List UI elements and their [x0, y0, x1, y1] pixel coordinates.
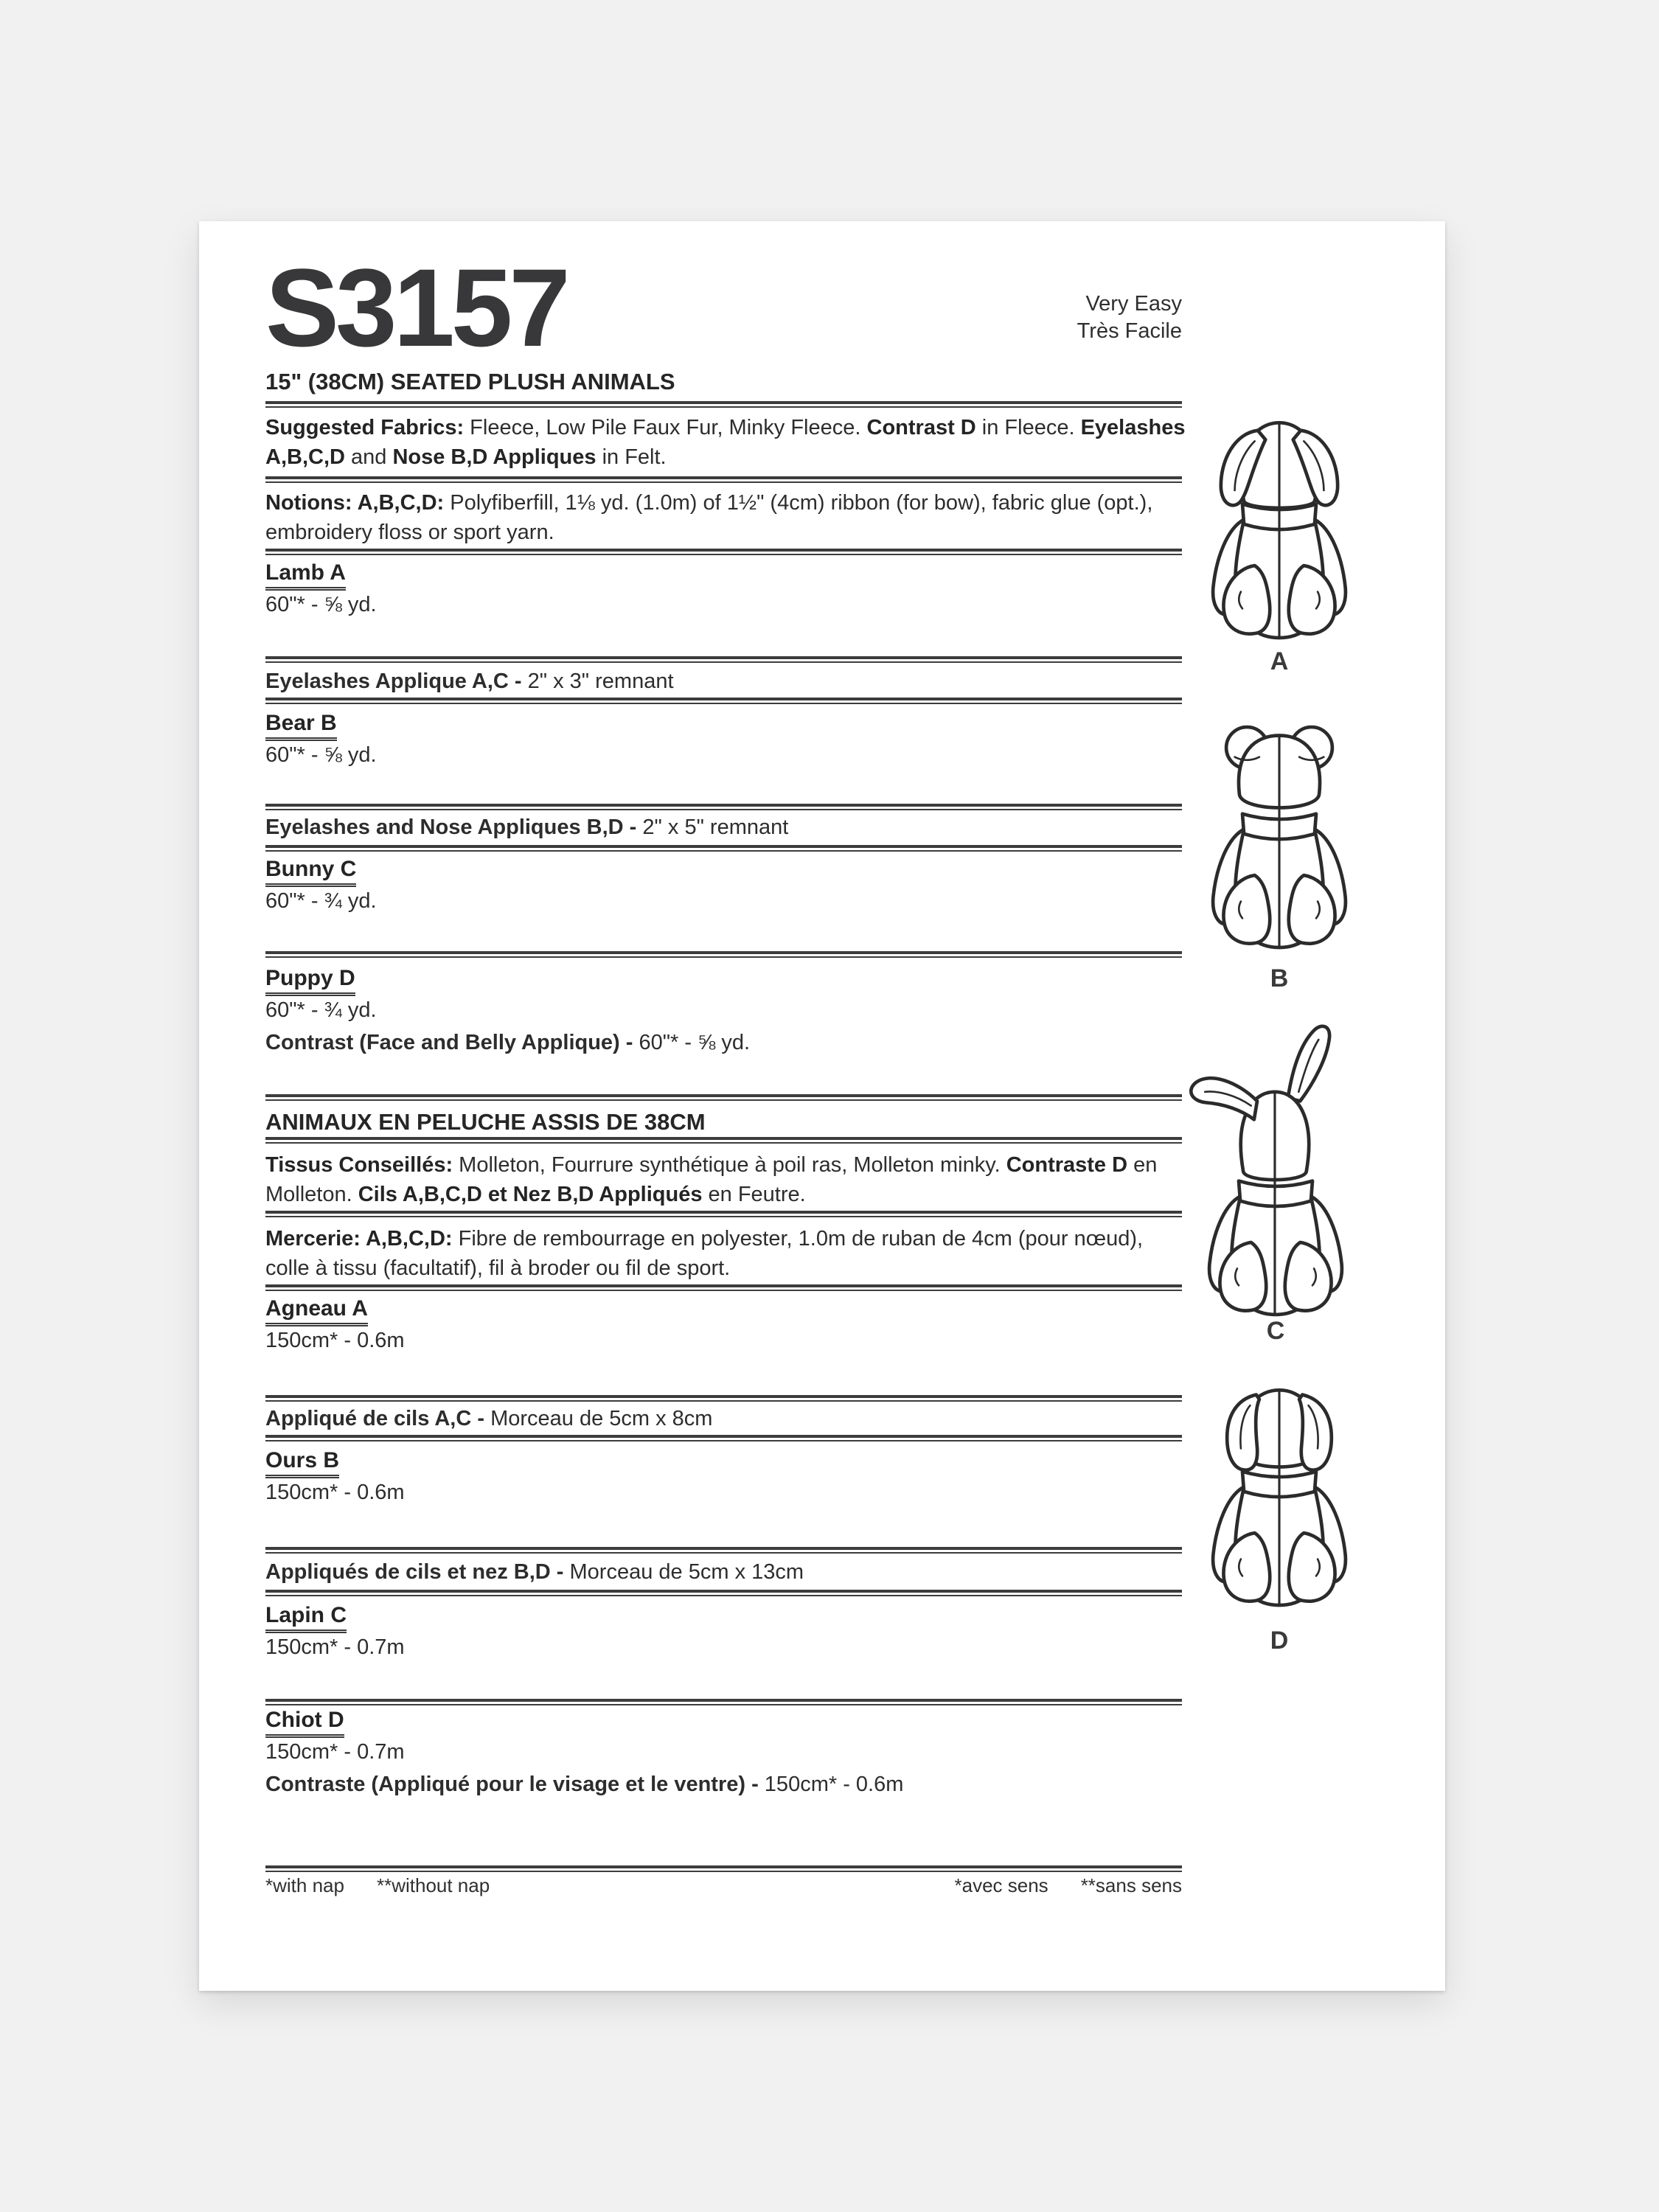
item-value: 2" x 3" remnant [521, 669, 674, 693]
divider-rule [265, 1590, 1182, 1596]
bear-heading: Bear B [265, 711, 1182, 741]
text-run: and [344, 445, 393, 469]
text-run-bold: A,B,C,D [265, 445, 345, 469]
pattern-number: S3157 [265, 246, 567, 369]
divider-rule [265, 476, 1182, 483]
lamb-yardage: 60"* - ⅝ yd. [265, 593, 377, 616]
agneau-yardage: 150cm* - 0.6m [265, 1329, 405, 1352]
footnote-without-nap: **without nap [376, 1874, 490, 1896]
divider-rule [265, 1211, 1182, 1217]
text-run: Fibre de rembourrage en polyester, 1.0m de ruban de 4cm (pour nœud), [452, 1227, 1144, 1251]
chiot-contrast-line [265, 1773, 1182, 1797]
puppy-illustration [1187, 1366, 1371, 1619]
text-run: Molleton, Fourrure synthétique à poil ras, Molleton minky. [453, 1153, 1006, 1177]
footnote-sans-sens: **sans sens [1080, 1874, 1182, 1896]
lamb-back-view-drawing [1187, 398, 1371, 652]
pattern-envelope-back-page [199, 221, 1445, 1991]
notions-label: Notions: A,B,C,D: [265, 491, 445, 515]
divider-rule [265, 1094, 1182, 1101]
text-run-bold: Contrast D [866, 416, 976, 439]
divider-rule [265, 656, 1182, 663]
applique-cils-ac-line [265, 1407, 1182, 1431]
divider-rule [265, 1699, 1182, 1705]
item-label: Eyelashes and Nose Appliques B,D - [265, 815, 637, 839]
applique-cils-nez-bd-line [265, 1560, 1182, 1585]
bear-yardage: 60"* - ⅝ yd. [265, 743, 377, 767]
bunny-heading: Bunny C [265, 857, 1182, 887]
puppy-contrast-line [265, 1031, 1182, 1055]
item-label: Contraste (Appliqué pour le visage et le ventre) - [265, 1773, 759, 1796]
chiot-heading: Chiot D [265, 1708, 1182, 1738]
bear-illustration [1187, 708, 1371, 961]
item-value: 60"* - ⅝ yd. [633, 1031, 751, 1054]
text-run-bold: Nose B,D Appliques [392, 445, 597, 469]
chiot-yardage: 150cm* - 0.7m [265, 1740, 405, 1764]
view-b-label: B [1270, 964, 1289, 992]
ours-heading: Ours B [265, 1448, 1182, 1478]
lapin-heading: Lapin C [265, 1603, 1182, 1633]
difficulty-block [265, 291, 1182, 345]
divider-rule [265, 845, 1182, 852]
puppy-back-view-drawing [1187, 1366, 1371, 1619]
divider-rule [265, 1137, 1182, 1144]
puppy-heading: Puppy D [265, 966, 1182, 996]
text-run: in Felt. [596, 445, 667, 469]
divider-rule [265, 698, 1182, 704]
mercerie-label: Mercerie: A,B,C,D: [265, 1227, 453, 1251]
footnotes-english [265, 1874, 490, 1897]
item-value: 150cm* - 0.6m [758, 1773, 904, 1796]
text-run: colle à tissu (facultatif), fil à broder ou fil de sport. [265, 1256, 731, 1280]
view-a-label: A [1270, 647, 1289, 675]
view-d-label: D [1270, 1627, 1289, 1655]
text-run: Polyfiberfill, 1⅛ yd. (1.0m) of 1½" (4cm) ribbon (for bow), fabric glue (opt.), [444, 491, 1153, 515]
bear-back-view-drawing [1187, 708, 1371, 961]
divider-rule [265, 1547, 1182, 1554]
agneau-heading: Agneau A [265, 1296, 1182, 1326]
divider-rule [265, 1284, 1182, 1291]
text-run-bold: Contraste D [1006, 1153, 1128, 1177]
text-run: Fleece, Low Pile Faux Fur, Minky Fleece. [464, 416, 867, 439]
divider-rule [265, 401, 1182, 408]
ear-left [1227, 1395, 1259, 1470]
puppy-yardage: 60"* - ¾ yd. [265, 998, 377, 1022]
ear-left [1191, 1078, 1257, 1119]
ear-right [1299, 1395, 1332, 1470]
suggested-fabrics-paragraph [265, 413, 1186, 472]
text-run: Molleton. [265, 1183, 358, 1206]
mercerie-paragraph [265, 1224, 1182, 1283]
bunny-back-view-drawing [1183, 1021, 1368, 1329]
footnotes-french [955, 1874, 1183, 1897]
text-run-bold: Cils A,B,C,D et Nez B,D Appliqués [358, 1183, 703, 1206]
text-run: embroidery floss or sport yarn. [265, 521, 554, 544]
bunny-illustration [1183, 1021, 1368, 1329]
footnotes-row [265, 1874, 1182, 1897]
eyelashes-applique-ac-line [265, 669, 1182, 694]
french-section-title: ANIMAUX EN PELUCHE ASSIS DE 38CM [265, 1109, 706, 1135]
divider-rule [265, 804, 1182, 810]
difficulty-english: Very Easy [1085, 292, 1182, 316]
tissus-label: Tissus Conseillés: [265, 1153, 453, 1177]
notions-paragraph [265, 488, 1182, 547]
view-c-label: C [1266, 1317, 1285, 1345]
text-run-bold: Eyelashes [1080, 416, 1186, 439]
ear-right [1288, 1026, 1329, 1102]
difficulty-french: Très Facile [1077, 319, 1182, 343]
footnote-avec-sens: *avec sens [954, 1874, 1048, 1896]
footnote-with-nap: *with nap [265, 1874, 344, 1896]
divider-rule [265, 951, 1182, 958]
item-value: Morceau de 5cm x 13cm [563, 1560, 804, 1584]
divider-rule [265, 1395, 1182, 1402]
divider-rule [265, 549, 1182, 555]
suggested-fabrics-label: Suggested Fabrics: [265, 416, 465, 439]
english-section-title: 15" (38CM) SEATED PLUSH ANIMALS [265, 369, 675, 394]
bunny-yardage: 60"* - ¾ yd. [265, 889, 377, 913]
lamb-heading: Lamb A [265, 560, 1182, 591]
text-run: en Feutre. [702, 1183, 806, 1206]
item-label: Appliqués de cils et nez B,D - [265, 1560, 564, 1584]
item-label: Appliqué de cils A,C - [265, 1407, 485, 1430]
item-value: Morceau de 5cm x 8cm [484, 1407, 713, 1430]
ours-yardage: 150cm* - 0.6m [265, 1481, 405, 1504]
item-value: 2" x 5" remnant [636, 815, 789, 839]
item-label: Contrast (Face and Belly Applique) - [265, 1031, 633, 1054]
footer-rule [265, 1865, 1182, 1872]
tissus-paragraph [265, 1150, 1182, 1209]
lapin-yardage: 150cm* - 0.7m [265, 1635, 405, 1659]
text-run: in Fleece. [975, 416, 1081, 439]
item-label: Eyelashes Applique A,C - [265, 669, 522, 693]
text-run: en [1127, 1153, 1158, 1177]
lamb-illustration [1187, 398, 1371, 652]
divider-rule [265, 1435, 1182, 1441]
eyelashes-nose-applique-bd-line [265, 815, 1182, 840]
